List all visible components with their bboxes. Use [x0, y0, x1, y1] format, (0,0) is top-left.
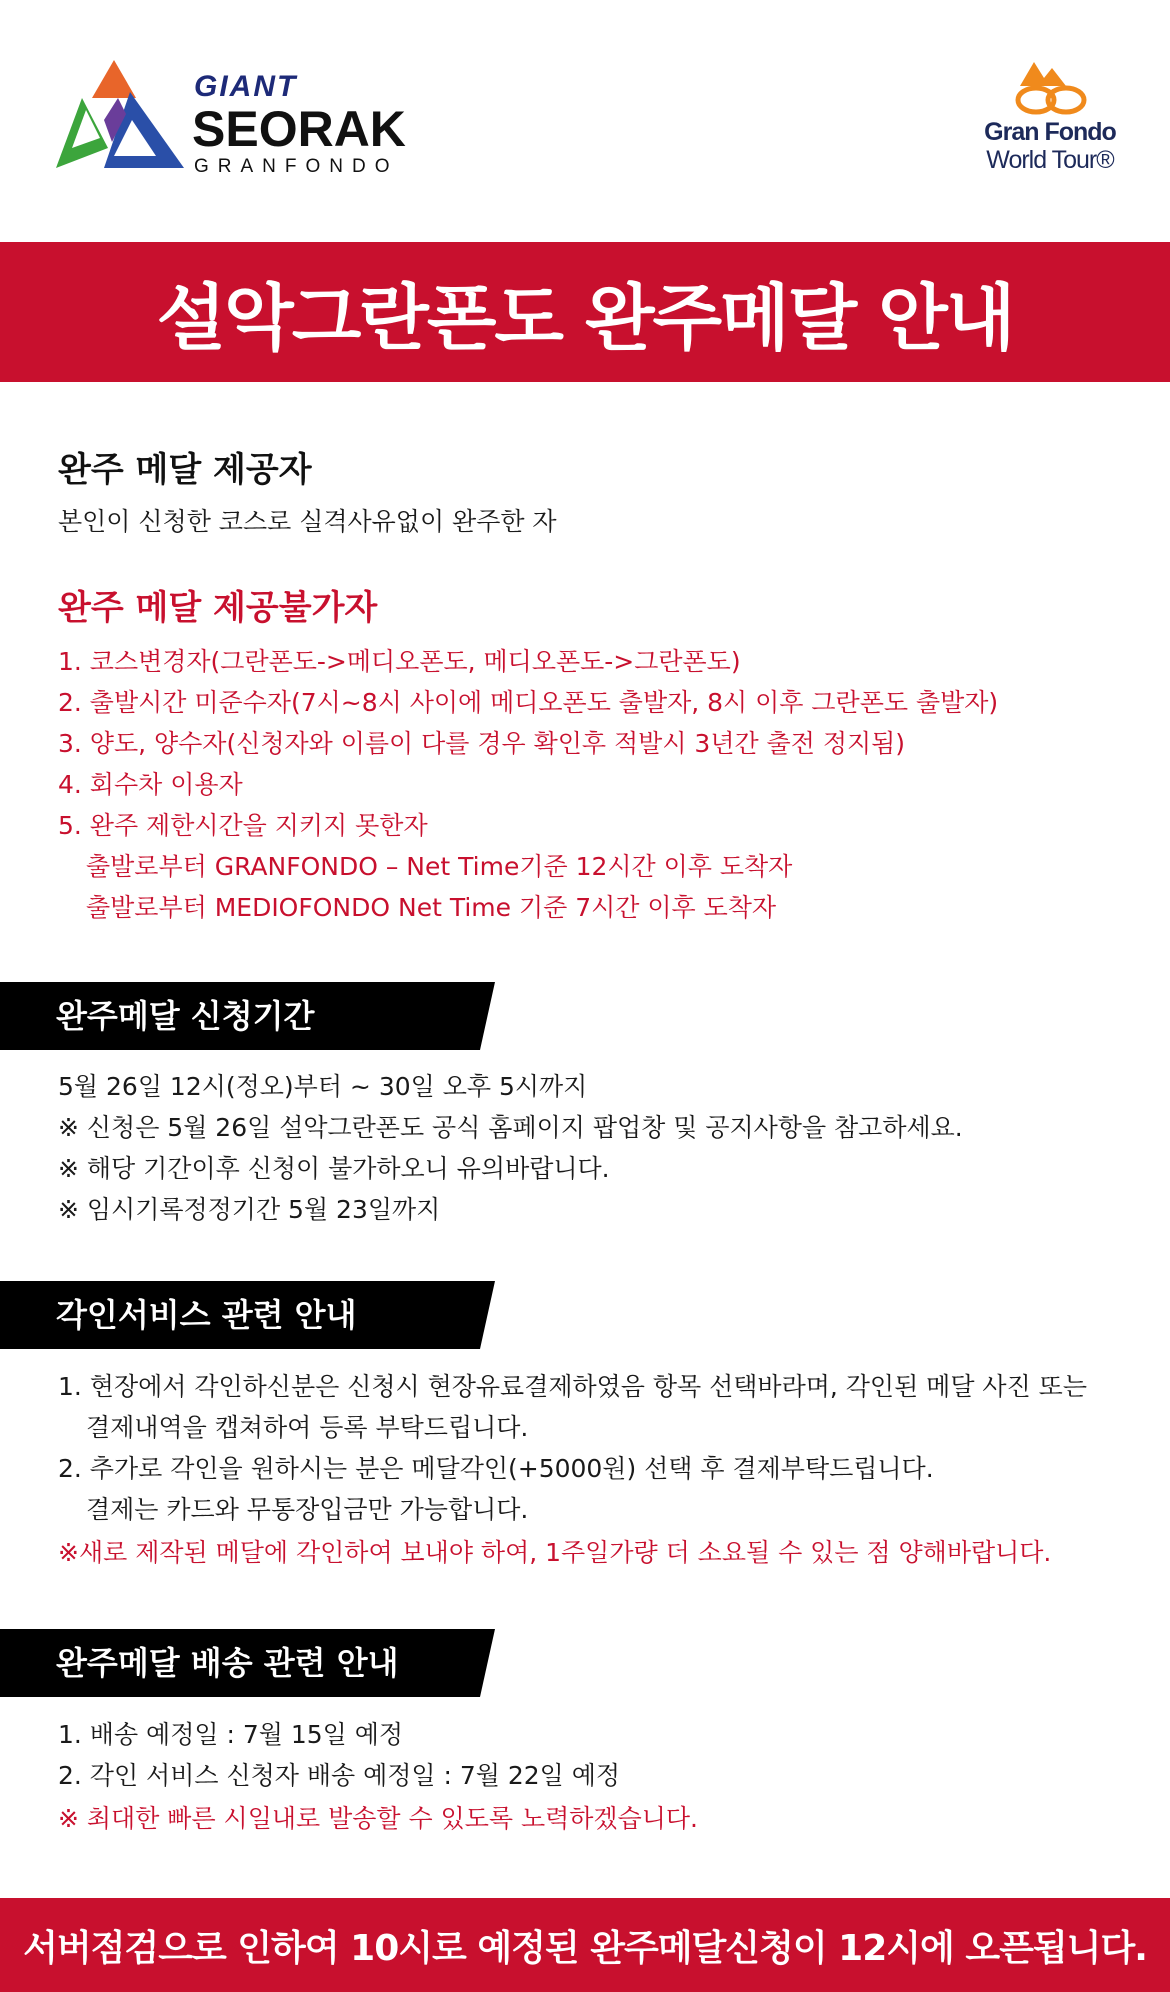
period-tag — [0, 982, 495, 1050]
ineligible-heading: 완주 메달 제공불가자 — [58, 588, 378, 628]
engraving-line: 1. 현장에서 각인하신분은 신청시 현장유료결제하였음 항목 선택바라며, 각인된 메달 사진 또는 — [58, 1372, 1087, 1401]
delivery-line: 1. 배송 예정일 : 7월 15일 예정 — [58, 1720, 404, 1749]
engraving-tag-label: 각인서비스 관련 안내 — [56, 1296, 357, 1334]
period-line: ※ 임시기록정정기간 5월 23일까지 — [58, 1195, 441, 1224]
mountain-loop-icon — [970, 56, 1130, 116]
engraving-tag — [0, 1281, 495, 1349]
seorak-granfondo-logo — [56, 58, 436, 178]
delivery-note: ※ 최대한 빠른 시일내로 발송할 수 있도록 노력하겠습니다. — [58, 1804, 698, 1833]
brand-granfondo: GRANFONDO — [194, 156, 399, 177]
brand-giant: GIANT — [194, 70, 298, 103]
period-line: ※ 해당 기간이후 신청이 불가하오니 유의바랍니다. — [58, 1154, 610, 1183]
brand-seorak: SEORAK — [192, 101, 406, 157]
list-item: 1. 코스변경자(그란폰도->메디오폰도, 메디오폰도->그란폰도) — [58, 647, 741, 676]
engraving-line: 결제내역을 캡쳐하여 등록 부탁드립니다. — [86, 1413, 529, 1442]
list-item: 5. 완주 제한시간을 지키지 못한자 — [58, 811, 428, 840]
list-item: 2. 출발시간 미준수자(7시~8시 사이에 메디오폰도 출발자, 8시 이후 그란폰도 출발자) — [58, 688, 999, 717]
delivery-tag-label: 완주메달 배송 관련 안내 — [56, 1644, 399, 1682]
period-section — [58, 1066, 1138, 1230]
list-sub-item: 출발로부터 MEDIOFONDO Net Time 기준 7시간 이후 도착자 — [86, 893, 777, 922]
eligible-text: 본인이 신청한 코스로 실격사유없이 완주한 자 — [58, 507, 557, 536]
period-tag-label: 완주메달 신청기간 — [56, 997, 315, 1035]
delivery-section — [58, 1714, 1138, 1839]
eligible-section — [58, 442, 1138, 542]
period-line: ※ 신청은 5월 26일 설악그란폰도 공식 홈페이지 팝업창 및 공지사항을 참고하세요. — [58, 1113, 963, 1142]
delivery-tag — [0, 1629, 495, 1697]
partner-line-1: Gran Fondo — [984, 118, 1116, 146]
page-title: 설악그란폰도 완주메달 안내 — [156, 276, 1014, 360]
engraving-line: 2. 추가로 각인을 원하시는 분은 메달각인(+5000원) 선택 후 결제부탁드립니다. — [58, 1454, 934, 1483]
gran-fondo-world-tour-logo — [970, 56, 1130, 176]
partner-line-2: World Tour® — [986, 146, 1114, 174]
period-line: 5월 26일 12시(정오)부터 ~ 30일 오후 5시까지 — [58, 1072, 588, 1101]
list-item: 3. 양도, 양수자(신청자와 이름이 다를 경우 확인후 적발시 3년간 출전 정지됨) — [58, 729, 906, 758]
engraving-line: 결제는 카드와 무통장입금만 가능합니다. — [86, 1495, 529, 1524]
delivery-line: 2. 각인 서비스 신청자 배송 예정일 : 7월 22일 예정 — [58, 1761, 621, 1790]
list-sub-item: 출발로부터 GRANFONDO – Net Time기준 12시간 이후 도착자 — [86, 852, 793, 881]
eligible-heading: 완주 메달 제공자 — [58, 450, 312, 490]
list-item: 4. 회수차 이용자 — [58, 770, 243, 799]
title-banner — [0, 242, 1170, 382]
engraving-section — [58, 1366, 1138, 1573]
footer-banner — [0, 1898, 1170, 1992]
footer-notice: 서버점검으로 인하여 10시로 예정된 완주메달신청이 12시에 오픈됩니다. — [23, 1927, 1147, 1969]
mountain-triangles-icon — [56, 58, 186, 178]
engraving-note: ※새로 제작된 메달에 각인하여 보내야 하여, 1주일가량 더 소요될 수 있는 점 양해바랍니다. — [58, 1538, 1052, 1567]
header — [0, 0, 1170, 242]
ineligible-section — [58, 580, 1138, 928]
